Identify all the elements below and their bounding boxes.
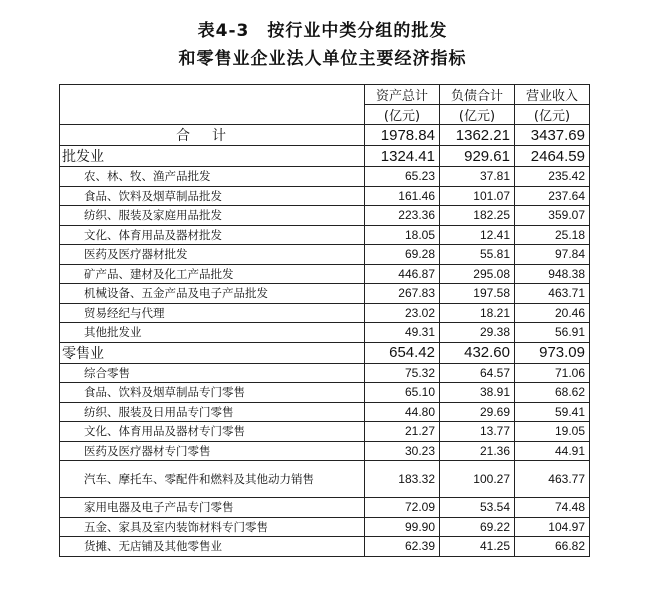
row-liabilities: 182.25: [440, 206, 515, 226]
row-assets: 62.39: [365, 537, 440, 557]
indicators-table: [59, 84, 590, 557]
row-liabilities: 37.81: [440, 167, 515, 187]
table-row: [60, 402, 590, 422]
retail-category-revenue: 973.09: [515, 342, 590, 363]
row-liabilities: 197.58: [440, 284, 515, 304]
row-revenue: 68.62: [515, 383, 590, 403]
row-liabilities: 12.41: [440, 225, 515, 245]
row-industry-name: 五金、家具及室内装饰材料专门零售: [60, 517, 365, 537]
row-assets: 65.10: [365, 383, 440, 403]
retail-category-label: 零售业: [60, 342, 365, 363]
header-blank-cell: [60, 85, 365, 125]
row-industry-name: 纺织、服装及日用品专门零售: [60, 402, 365, 422]
total-label: 合计: [60, 125, 365, 146]
retail-category-row: [60, 342, 590, 363]
row-assets: 23.02: [365, 303, 440, 323]
header-assets: 资产总计: [365, 85, 440, 105]
total-row: [60, 125, 590, 146]
row-assets: 267.83: [365, 284, 440, 304]
row-revenue: 56.91: [515, 323, 590, 343]
row-liabilities: 100.27: [440, 461, 515, 498]
row-liabilities: 38.91: [440, 383, 515, 403]
row-industry-name: 文化、体育用品及器材专门零售: [60, 422, 365, 442]
row-liabilities: 69.22: [440, 517, 515, 537]
row-assets: 21.27: [365, 422, 440, 442]
row-revenue: 97.84: [515, 245, 590, 265]
row-revenue: 20.46: [515, 303, 590, 323]
table-row: [60, 167, 590, 187]
total-liabilities: 1362.21: [440, 125, 515, 146]
header-liabilities: 负债合计: [440, 85, 515, 105]
row-industry-name: 贸易经纪与代理: [60, 303, 365, 323]
wholesale-category-row: [60, 146, 590, 167]
wholesale-category-liabilities: 929.61: [440, 146, 515, 167]
row-liabilities: 53.54: [440, 498, 515, 518]
row-liabilities: 21.36: [440, 441, 515, 461]
row-industry-name: 纺织、服装及家庭用品批发: [60, 206, 365, 226]
row-revenue: 19.05: [515, 422, 590, 442]
table-row: [60, 537, 590, 557]
table-row: [60, 363, 590, 383]
header-unit-assets: (亿元): [365, 105, 440, 125]
table-row: [60, 264, 590, 284]
total-assets: 1978.84: [365, 125, 440, 146]
row-assets: 161.46: [365, 186, 440, 206]
row-industry-name: 其他批发业: [60, 323, 365, 343]
row-assets: 183.32: [365, 461, 440, 498]
table-row: [60, 517, 590, 537]
header-revenue: 营业收入: [515, 85, 590, 105]
row-assets: 223.36: [365, 206, 440, 226]
row-assets: 72.09: [365, 498, 440, 518]
row-assets: 99.90: [365, 517, 440, 537]
header-row: [60, 85, 590, 105]
row-revenue: 235.42: [515, 167, 590, 187]
row-industry-name: 医药及医疗器材批发: [60, 245, 365, 265]
table-row: [60, 441, 590, 461]
table-row: [60, 206, 590, 226]
row-industry-name: 机械设备、五金产品及电子产品批发: [60, 284, 365, 304]
row-industry-name: 医药及医疗器材专门零售: [60, 441, 365, 461]
wholesale-category-revenue: 2464.59: [515, 146, 590, 167]
row-liabilities: 101.07: [440, 186, 515, 206]
table-row: [60, 383, 590, 403]
row-industry-name: 货摊、无店铺及其他零售业: [60, 537, 365, 557]
retail-category-liabilities: 432.60: [440, 342, 515, 363]
row-assets: 44.80: [365, 402, 440, 422]
table-row: [60, 245, 590, 265]
table-row: [60, 422, 590, 442]
row-assets: 446.87: [365, 264, 440, 284]
total-revenue: 3437.69: [515, 125, 590, 146]
row-revenue: 44.91: [515, 441, 590, 461]
row-liabilities: 55.81: [440, 245, 515, 265]
row-industry-name: 食品、饮料及烟草制品批发: [60, 186, 365, 206]
row-liabilities: 29.38: [440, 323, 515, 343]
row-industry-name: 综合零售: [60, 363, 365, 383]
row-revenue: 948.38: [515, 264, 590, 284]
row-liabilities: 13.77: [440, 422, 515, 442]
table-row: [60, 284, 590, 304]
table-row: [60, 498, 590, 518]
row-industry-name: 汽车、摩托车、零配件和燃料及其他动力销售: [60, 461, 365, 498]
row-revenue: 237.64: [515, 186, 590, 206]
row-liabilities: 18.21: [440, 303, 515, 323]
row-revenue: 74.48: [515, 498, 590, 518]
row-assets: 18.05: [365, 225, 440, 245]
row-revenue: 66.82: [515, 537, 590, 557]
row-revenue: 463.77: [515, 461, 590, 498]
header-unit-revenue: (亿元): [515, 105, 590, 125]
row-revenue: 25.18: [515, 225, 590, 245]
row-industry-name: 文化、体育用品及器材批发: [60, 225, 365, 245]
row-assets: 65.23: [365, 167, 440, 187]
row-revenue: 59.41: [515, 402, 590, 422]
table-row: [60, 303, 590, 323]
row-liabilities: 64.57: [440, 363, 515, 383]
row-assets: 75.32: [365, 363, 440, 383]
row-revenue: 104.97: [515, 517, 590, 537]
row-liabilities: 41.25: [440, 537, 515, 557]
row-assets: 49.31: [365, 323, 440, 343]
row-liabilities: 29.69: [440, 402, 515, 422]
row-liabilities: 295.08: [440, 264, 515, 284]
row-assets: 30.23: [365, 441, 440, 461]
header-unit-liabilities: (亿元): [440, 105, 515, 125]
row-industry-name: 农、林、牧、渔产品批发: [60, 167, 365, 187]
table-row: [60, 225, 590, 245]
table-row: [60, 323, 590, 343]
table-title-line2: 和零售业企业法人单位主要经济指标: [178, 49, 467, 69]
table-title-line1: 表4-3 按行业中类分组的批发: [197, 21, 448, 41]
row-industry-name: 食品、饮料及烟草制品专门零售: [60, 383, 365, 403]
row-assets: 69.28: [365, 245, 440, 265]
wholesale-category-label: 批发业: [60, 146, 365, 167]
table-row: [60, 186, 590, 206]
row-industry-name: 矿产品、建材及化工产品批发: [60, 264, 365, 284]
row-revenue: 463.71: [515, 284, 590, 304]
row-industry-name: 家用电器及电子产品专门零售: [60, 498, 365, 518]
retail-category-assets: 654.42: [365, 342, 440, 363]
row-revenue: 71.06: [515, 363, 590, 383]
wholesale-category-assets: 1324.41: [365, 146, 440, 167]
row-revenue: 359.07: [515, 206, 590, 226]
table-row: [60, 461, 590, 498]
